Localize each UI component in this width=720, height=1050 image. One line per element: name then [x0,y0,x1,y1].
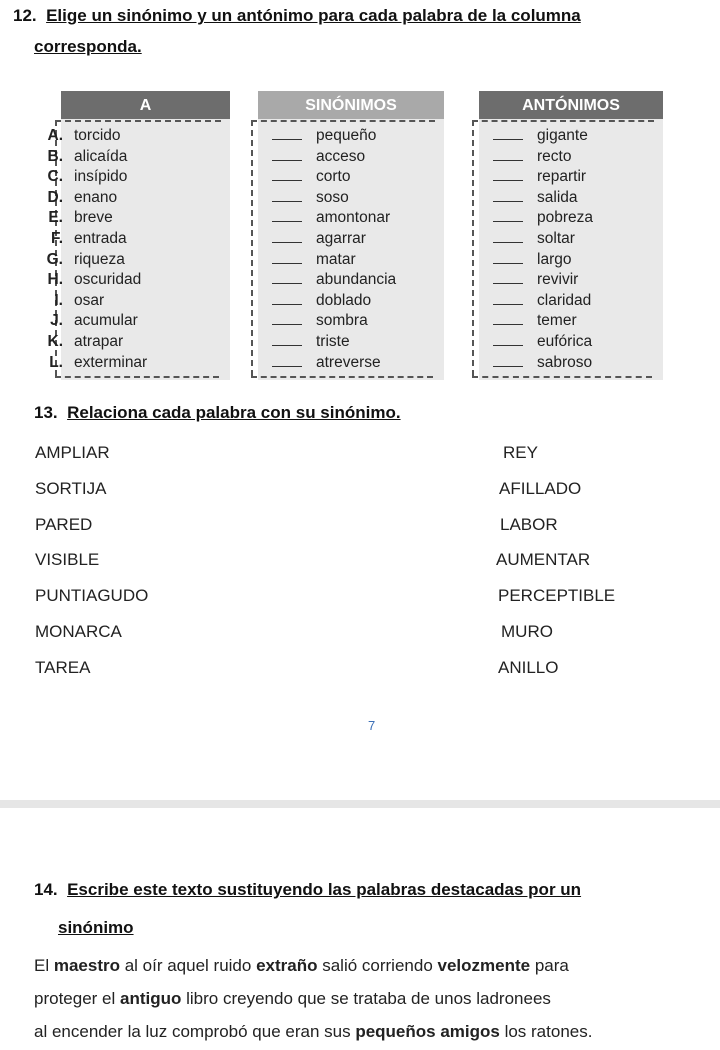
paragraph-text: salió corriendo [317,956,438,975]
synonyms-answer-blank[interactable] [272,332,302,346]
column-a-item-letter: I. [54,291,63,309]
synonyms-item-word: acceso [316,147,366,165]
synonyms-item-word: amontonar [316,209,391,227]
q13-title [34,403,401,423]
column-a-item-word: atrapar [74,332,124,350]
column-a-item-letter: E. [48,209,63,227]
column-a-item-letter: F. [50,229,63,247]
synonyms-item-word: sombra [316,312,368,330]
synonyms-item [272,270,396,291]
paragraph-text: libro creyendo que se trataba de unos ladronees [181,989,551,1008]
column-a-item-word: acumular [74,312,138,330]
q13-right-word: MURO [501,622,553,641]
paragraph-text: para [530,956,569,975]
column-a-header: A [61,91,230,119]
q13-left-word: PARED [35,514,93,534]
column-a-item-letter: A. [47,127,63,144]
column-a-item-letter: H. [47,271,63,289]
synonyms-item-word: atreverse [316,353,381,371]
synonyms-list [272,126,396,373]
antonyms-answer-blank[interactable] [493,270,523,284]
antonyms-answer-blank[interactable] [493,291,523,305]
column-a-item-letter: C. [47,168,63,186]
q14-title [34,880,581,900]
synonyms-answer-blank[interactable] [272,353,302,367]
page-number: 7 [368,718,376,733]
antonyms-answer-blank[interactable] [493,353,523,367]
synonyms-item [272,291,396,312]
synonyms-answer-blank[interactable] [272,208,302,222]
antonyms-item [493,208,593,229]
column-a-item-word: exterminar [74,353,148,371]
antonyms-item [493,167,593,188]
column-a-item-word: osar [74,291,105,309]
synonyms-header: SINÓNIMOS [258,91,444,119]
column-a-item-word: entrada [74,229,127,247]
synonyms-item [272,126,396,147]
column-a-item-word: insípido [74,168,128,186]
antonyms-item [493,250,593,271]
column-a-item [43,250,147,271]
antonyms-answer-blank[interactable] [493,126,523,140]
synonyms-item [272,167,396,188]
column-a-item-letter: J. [50,312,63,330]
synonyms-item [272,208,396,229]
antonyms-item-word: salida [537,188,578,206]
q13-left-word: SORTIJA [35,478,107,498]
column-a-item-word: breve [74,209,113,227]
synonyms-item-word: soso [316,188,349,206]
synonyms-item [272,311,396,332]
column-a-list [43,126,147,373]
antonyms-item-word: largo [537,250,572,268]
column-a-item-word: alicaída [74,147,128,165]
q13-title-text: Relaciona cada palabra con su sinónimo. [67,403,401,422]
antonyms-item-word: soltar [537,229,575,247]
q14-paragraph-line1 [34,956,569,976]
page-separator [0,800,720,808]
antonyms-answer-blank[interactable] [493,250,523,264]
synonyms-item [272,188,396,209]
highlighted-word: extraño [256,956,318,975]
paragraph-text: al encender la luz comprobó que eran sus [34,1022,356,1041]
antonyms-answer-blank[interactable] [493,188,523,202]
paragraph-text: proteger el [34,989,120,1008]
synonyms-item [272,332,396,353]
antonyms-answer-blank[interactable] [493,229,523,243]
column-a-item [43,353,147,374]
antonyms-item-word: sabroso [537,353,593,371]
q14-number: 14. [34,880,58,899]
antonyms-item [493,291,593,312]
column-a-item-letter: K. [47,332,63,350]
q13-left-word: VISIBLE [35,550,100,570]
q14-paragraph-line2 [34,989,551,1009]
synonyms-item-word: matar [316,250,356,268]
q13-left-word: TAREA [35,657,91,677]
antonyms-item-word: pobreza [537,209,594,227]
antonyms-answer-blank[interactable] [493,208,523,222]
q13-number: 13. [34,403,58,422]
antonyms-answer-blank[interactable] [493,311,523,325]
q14-title-line1: Escribe este texto sustituyendo las palabras destacadas por un [67,880,582,899]
synonyms-item [272,353,396,374]
antonyms-item-word: gigante [537,127,588,144]
column-a-item [43,208,147,229]
antonyms-item [493,270,593,291]
column-a-item [43,188,147,209]
antonyms-list [493,126,593,373]
synonyms-answer-blank[interactable] [272,188,302,202]
q14-paragraph-line3 [34,1022,592,1042]
synonyms-item [272,147,396,168]
q13-left-word: AMPLIAR [35,443,110,462]
synonyms-item-word: triste [316,332,350,350]
q13-right-word: PERCEPTIBLE [498,586,616,606]
antonyms-item [493,311,593,332]
synonyms-item [272,250,396,271]
paragraph-text: al oír aquel ruido [119,956,257,975]
column-a-item-word: enano [74,188,118,206]
antonyms-item-word: repartir [537,168,587,186]
column-a-item [43,311,147,332]
highlighted-word: antiguo [120,989,182,1008]
column-a-item-word: torcido [74,127,121,144]
q12-number: 12. [13,6,37,25]
q13-right-word: ANILLO [498,657,559,677]
column-a-item [43,147,147,168]
antonyms-item [493,147,593,168]
antonyms-item-word: claridad [537,291,592,309]
antonyms-item-word: temer [537,312,577,330]
antonyms-answer-blank[interactable] [493,167,523,181]
antonyms-item-word: revivir [537,271,579,289]
antonyms-item [493,126,593,147]
highlighted-word: pequeños amigos [355,1022,500,1041]
q13-right-word: AFILLADO [499,478,582,498]
synonyms-answer-blank[interactable] [272,270,302,284]
q13-right-word: REY [503,443,538,462]
synonyms-item [272,229,396,250]
synonyms-dashed-bottom [251,376,433,378]
antonyms-item [493,353,593,374]
column-a-item [43,332,147,353]
antonyms-answer-blank[interactable] [493,332,523,346]
highlighted-word: velozmente [437,956,531,975]
synonyms-item-word: doblado [316,291,372,309]
synonyms-answer-blank[interactable] [272,250,302,264]
synonyms-answer-blank[interactable] [272,147,302,161]
column-a-item-letter: B. [47,147,63,165]
q13-right-word: LABOR [500,514,558,534]
synonyms-item-word: abundancia [316,271,397,289]
antonyms-item [493,188,593,209]
column-a-item [43,229,147,250]
column-a-dashed-bottom [55,376,219,378]
column-a-item-letter: L. [49,353,63,371]
synonyms-answer-blank[interactable] [272,311,302,325]
q13-left-word: MONARCA [35,622,122,641]
q14-title-cont [58,918,134,938]
synonyms-answer-blank[interactable] [272,167,302,181]
q14-title-line2: sinónimo [58,918,134,937]
antonyms-item [493,229,593,250]
q12-title [13,6,581,26]
synonyms-item-word: corto [316,168,351,186]
q13-right-word: AUMENTAR [496,550,591,570]
q12-title-line2: corresponda. [34,37,142,56]
antonyms-answer-blank[interactable] [493,147,523,161]
column-a-item [43,126,147,147]
paragraph-text: los ratones. [499,1022,593,1041]
antonyms-dashed-bottom [472,376,652,378]
column-a-item [43,270,147,291]
synonyms-item-word: agarrar [316,229,366,247]
q13-left-word: PUNTIAGUDO [35,586,149,606]
synonyms-answer-blank[interactable] [272,126,302,140]
column-a-item [43,167,147,188]
antonyms-item [493,332,593,353]
antonyms-header: ANTÓNIMOS [479,91,663,119]
column-a-item-letter: D. [47,188,63,206]
paragraph-text: El [34,956,54,975]
synonyms-item-word: pequeño [316,127,377,144]
antonyms-item-word: recto [537,147,572,165]
column-a-item-word: riqueza [74,250,125,268]
antonyms-item-word: eufórica [537,332,593,350]
synonyms-answer-blank[interactable] [272,229,302,243]
synonyms-answer-blank[interactable] [272,291,302,305]
column-a-item-letter: G. [46,250,63,268]
q12-title-line1: Elige un sinónimo y un antónimo para cada palabra de la columna [46,6,581,25]
column-a-item-word: oscuridad [74,271,142,289]
highlighted-word: maestro [53,956,120,975]
column-a-item [43,291,147,312]
q12-title-cont [34,37,142,57]
